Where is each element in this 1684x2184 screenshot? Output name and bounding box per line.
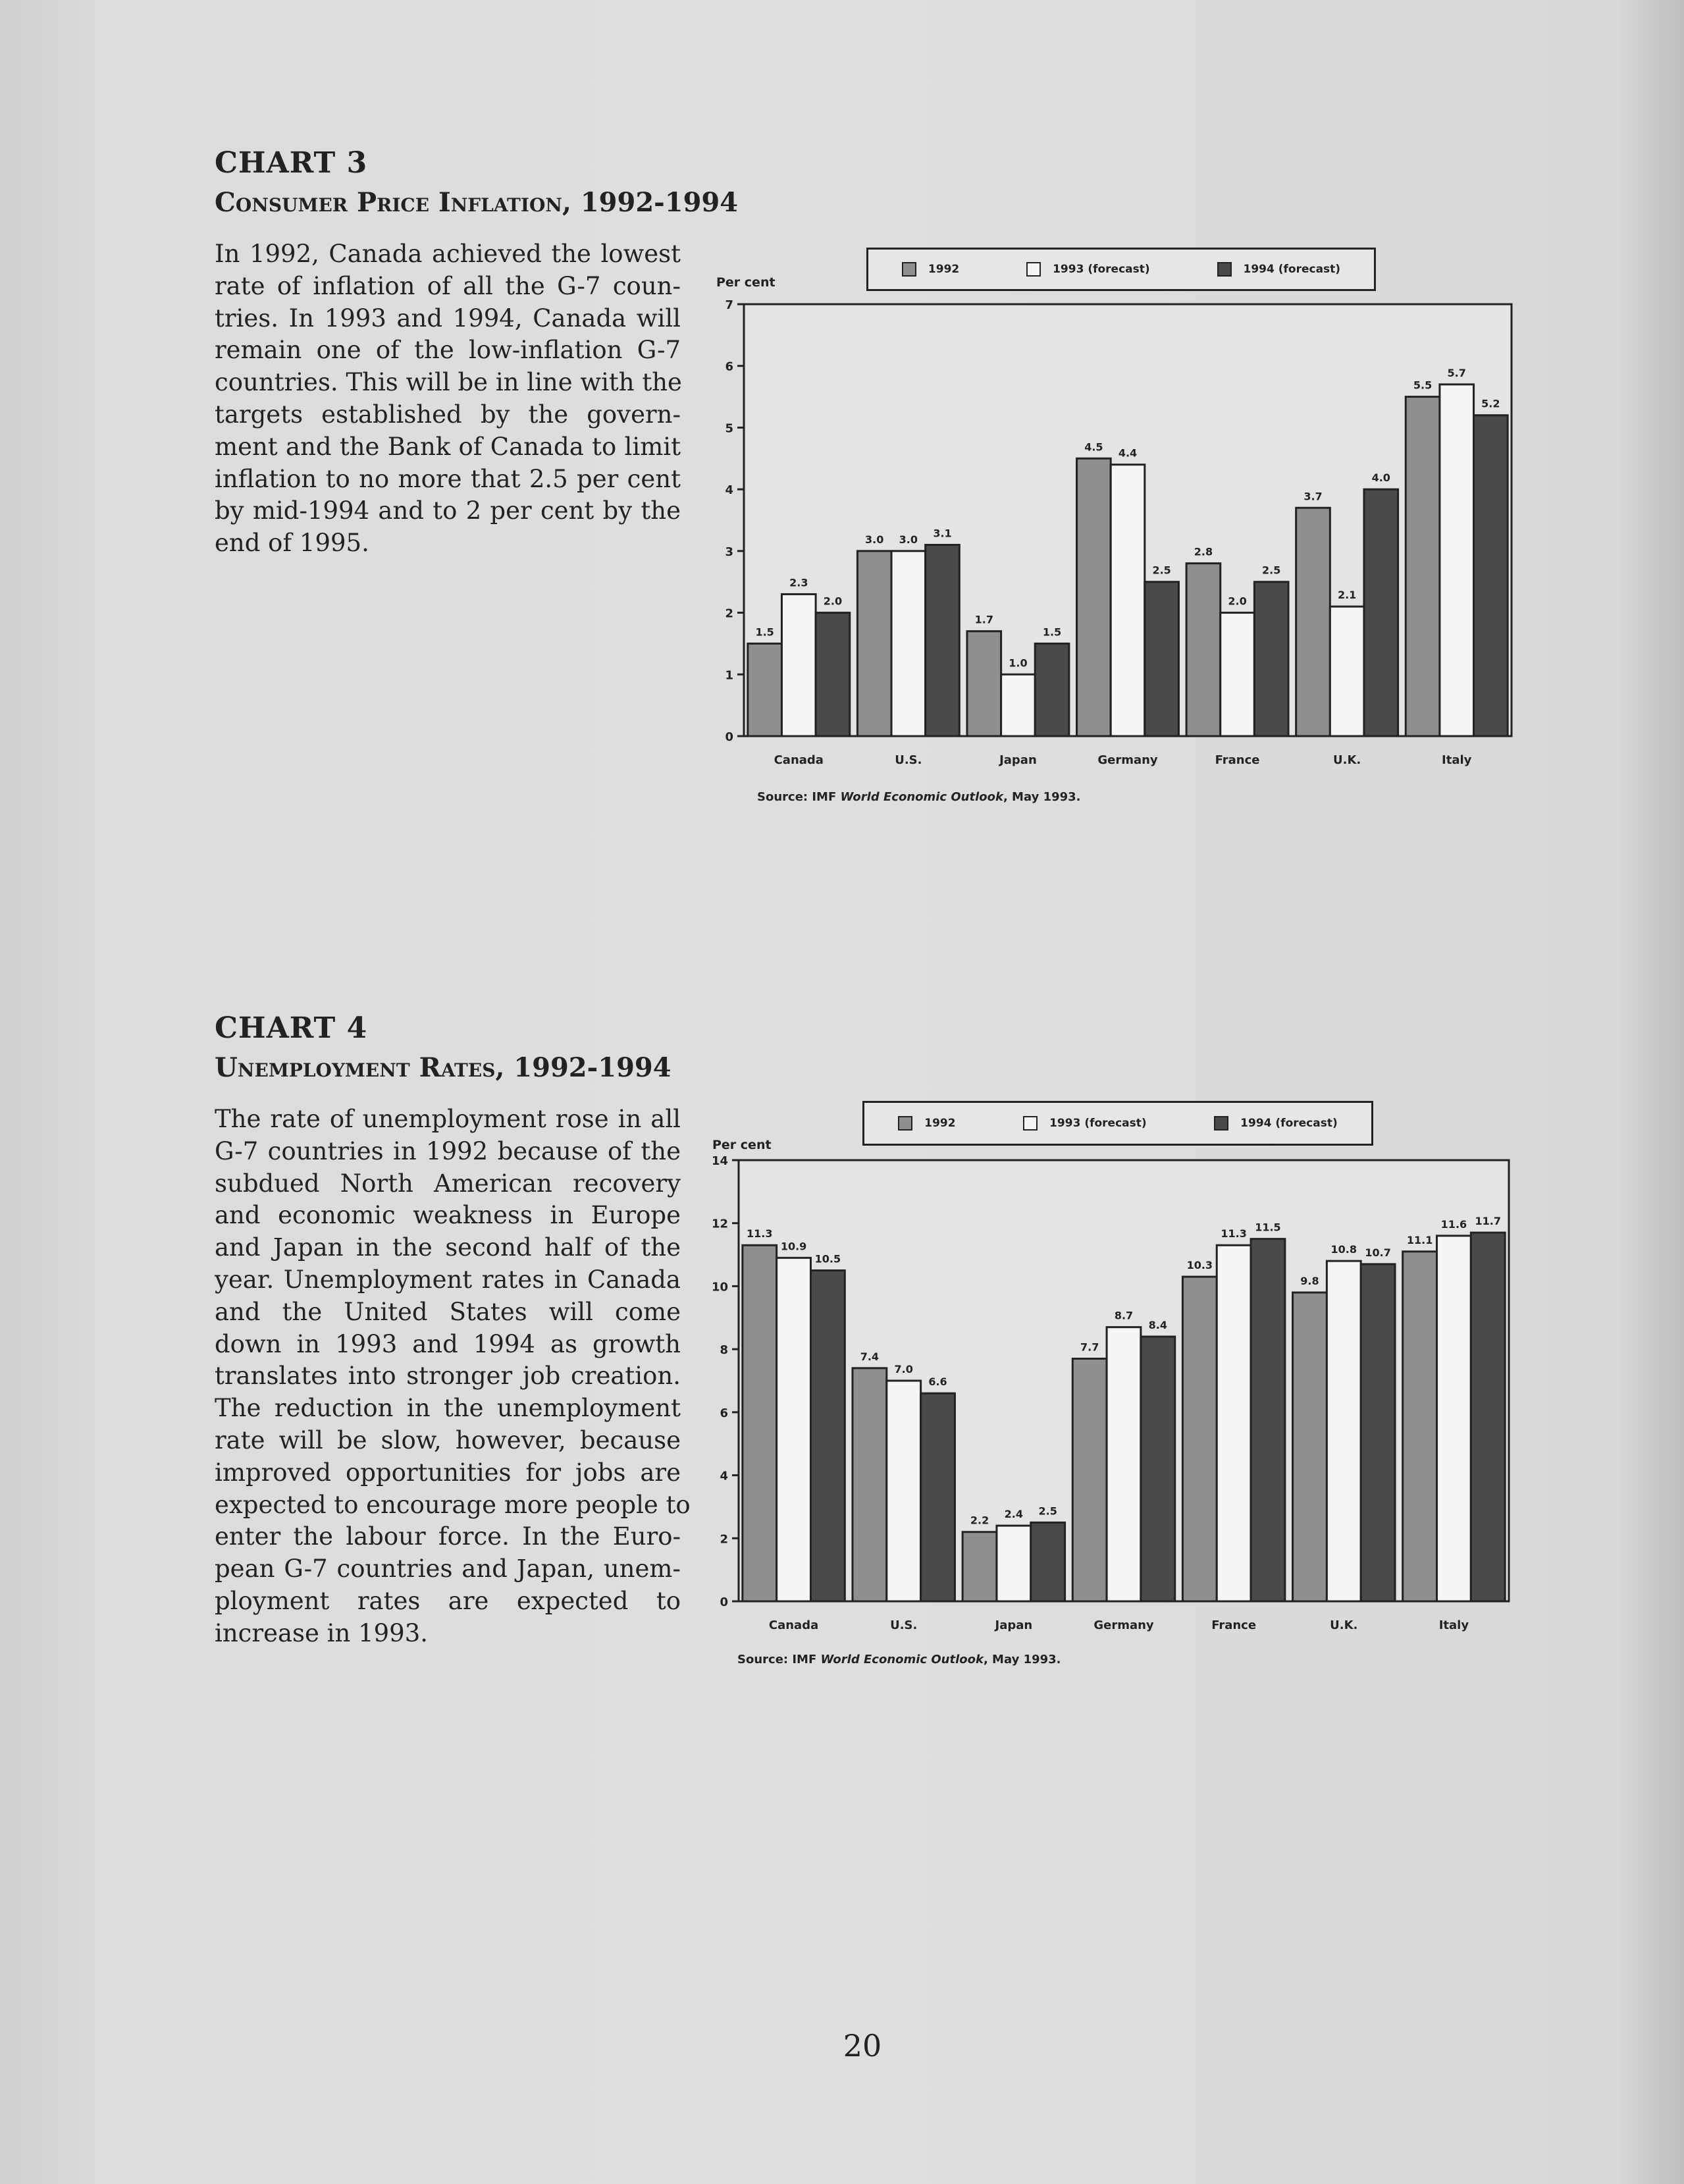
body-line: countries. This will be in line with the bbox=[215, 368, 682, 397]
data-label: 2.5 bbox=[1262, 564, 1281, 577]
category-label: France bbox=[1215, 753, 1260, 767]
y-tick-label: 5 bbox=[725, 421, 733, 436]
data-label: 3.0 bbox=[899, 533, 918, 546]
body-line: by mid-1994 and to 2 per cent by the bbox=[215, 496, 681, 525]
body-line: down in 1993 and 1994 as growth bbox=[215, 1329, 681, 1358]
y-tick-label: 1 bbox=[725, 668, 733, 683]
bar bbox=[1293, 1292, 1327, 1601]
data-label: 3.0 bbox=[865, 533, 884, 546]
bar bbox=[1141, 1337, 1175, 1601]
bar bbox=[1031, 1522, 1065, 1601]
bar bbox=[962, 1532, 997, 1601]
data-label: 11.3 bbox=[1221, 1227, 1247, 1240]
category-label: Germany bbox=[1097, 753, 1158, 767]
category-label: Germany bbox=[1093, 1618, 1154, 1632]
y-tick-label: 0 bbox=[725, 730, 733, 744]
body-line: rate will be slow, however, because bbox=[215, 1425, 681, 1454]
body-line: targets established by the govern- bbox=[215, 400, 681, 429]
y-tick-label: 4 bbox=[720, 1469, 728, 1483]
bar bbox=[1361, 1264, 1395, 1601]
data-label: 2.0 bbox=[823, 595, 843, 608]
y-tick-label: 4 bbox=[725, 483, 733, 498]
y-tick-label: 10 bbox=[711, 1280, 728, 1294]
data-label: 2.5 bbox=[1038, 1505, 1057, 1518]
data-label: 2.5 bbox=[1152, 564, 1171, 577]
category-label: Canada bbox=[774, 753, 824, 767]
data-label: 10.8 bbox=[1330, 1243, 1357, 1256]
data-label: 11.3 bbox=[747, 1227, 773, 1240]
data-label: 2.4 bbox=[1004, 1508, 1024, 1521]
data-label: 8.4 bbox=[1148, 1319, 1167, 1331]
category-label: Italy bbox=[1438, 1618, 1469, 1632]
category-label: Italy bbox=[1442, 753, 1472, 767]
legend-label: 1992 bbox=[924, 1117, 956, 1130]
data-label: 8.7 bbox=[1114, 1309, 1134, 1322]
data-label: 9.8 bbox=[1300, 1275, 1319, 1287]
bar bbox=[1182, 1277, 1217, 1601]
body-line: end of 1995. bbox=[215, 529, 369, 558]
data-label: 10.5 bbox=[814, 1252, 841, 1265]
bar bbox=[777, 1258, 811, 1601]
body-line: remain one of the low-inflation G-7 bbox=[215, 336, 681, 365]
bar bbox=[997, 1526, 1031, 1601]
data-label: 3.7 bbox=[1303, 490, 1323, 503]
category-label: U.K. bbox=[1333, 753, 1361, 767]
body-line: and the United States will come bbox=[215, 1297, 681, 1326]
y-tick-label: 0 bbox=[720, 1595, 728, 1609]
body-line: The reduction in the unemployment bbox=[215, 1394, 681, 1423]
body-line: inflation to no more that 2.5 per cent bbox=[215, 464, 681, 493]
data-label: 10.3 bbox=[1186, 1259, 1213, 1272]
category-label: U.S. bbox=[890, 1618, 918, 1632]
y-tick-label: 8 bbox=[720, 1343, 728, 1358]
chart-4-number: CHART 4 bbox=[215, 1011, 368, 1045]
body-line: rate of inflation of all the G-7 coun- bbox=[215, 271, 681, 300]
data-label: 1.5 bbox=[755, 626, 774, 639]
body-line: G-7 countries in 1992 because of the bbox=[215, 1136, 681, 1165]
bar bbox=[921, 1393, 955, 1601]
bar bbox=[743, 1245, 777, 1601]
data-label: 2.8 bbox=[1194, 545, 1213, 558]
legend-label: 1993 (forecast) bbox=[1049, 1117, 1147, 1130]
body-line: enter the labour force. In the Euro- bbox=[215, 1522, 681, 1551]
data-label: 1.5 bbox=[1042, 626, 1062, 639]
data-label: 11.6 bbox=[1440, 1217, 1467, 1231]
category-label: U.S. bbox=[895, 753, 922, 767]
category-label: Canada bbox=[768, 1618, 819, 1632]
chart-3-number: CHART 3 bbox=[215, 146, 368, 180]
chart-4-source bbox=[737, 1653, 1061, 1666]
body-line: pean G-7 countries and Japan, unem- bbox=[215, 1555, 681, 1584]
data-label: 2.0 bbox=[1228, 595, 1247, 608]
category-label: U.K. bbox=[1330, 1618, 1358, 1632]
data-label: 10.9 bbox=[780, 1240, 807, 1253]
body-line: ployment rates are expected to bbox=[215, 1586, 681, 1615]
bar bbox=[887, 1381, 921, 1601]
bar bbox=[1107, 1327, 1141, 1601]
page-number: 20 bbox=[843, 2028, 882, 2064]
data-label: 1.0 bbox=[1009, 656, 1028, 670]
y-tick-label: 3 bbox=[725, 545, 733, 559]
body-line: increase in 1993. bbox=[215, 1618, 429, 1647]
chart-3-y-axis-label: Per cent bbox=[716, 275, 776, 290]
category-label: Japan bbox=[999, 753, 1037, 767]
data-label: 10.7 bbox=[1365, 1246, 1391, 1259]
body-line: The rate of unemployment rose in all bbox=[215, 1105, 681, 1133]
bar bbox=[1327, 1261, 1361, 1601]
bar bbox=[853, 1368, 887, 1601]
legend-label: 1994 (forecast) bbox=[1243, 263, 1341, 276]
category-label: France bbox=[1211, 1618, 1257, 1632]
bar bbox=[1251, 1239, 1285, 1601]
bar bbox=[1217, 1245, 1251, 1601]
source-title: World Economic Outlook bbox=[820, 1653, 984, 1666]
y-tick-label: 6 bbox=[725, 360, 733, 374]
body-line: translates into stronger job creation. bbox=[215, 1362, 681, 1391]
data-label: 6.6 bbox=[928, 1375, 947, 1389]
data-label: 5.7 bbox=[1447, 366, 1466, 379]
y-tick-label: 2 bbox=[720, 1532, 728, 1547]
data-label: 11.1 bbox=[1406, 1233, 1433, 1246]
source-title: World Economic Outlook bbox=[840, 790, 1003, 804]
body-line: improved opportunities for jobs are bbox=[215, 1458, 681, 1487]
body-line: and economic weakness in Europe bbox=[215, 1201, 681, 1230]
source-prefix: Source: IMF bbox=[757, 790, 841, 804]
chart-4-y-axis-label: Per cent bbox=[712, 1138, 772, 1152]
body-line: subdued North American recovery bbox=[215, 1169, 681, 1198]
y-tick-label: 7 bbox=[725, 298, 733, 312]
data-label: 11.5 bbox=[1255, 1221, 1281, 1234]
y-tick-label: 2 bbox=[725, 606, 733, 621]
data-label: 7.7 bbox=[1080, 1341, 1099, 1354]
chart-4-title: Unemployment Rates, 1992-1994 bbox=[215, 1052, 671, 1083]
data-label: 7.0 bbox=[894, 1363, 913, 1375]
category-label: Japan bbox=[995, 1618, 1033, 1632]
legend-label: 1993 (forecast) bbox=[1053, 263, 1150, 276]
body-line: year. Unemployment rates in Canada bbox=[215, 1265, 681, 1294]
data-label: 4.4 bbox=[1118, 446, 1138, 460]
chart-3-title: Consumer Price Inflation, 1992-1994 bbox=[215, 187, 739, 218]
y-tick-label: 14 bbox=[711, 1154, 728, 1168]
bar bbox=[810, 1271, 845, 1602]
body-line: and Japan in the second half of the bbox=[215, 1233, 681, 1262]
source-prefix: Source: IMF bbox=[737, 1653, 821, 1666]
legend-label: 1992 bbox=[928, 263, 960, 276]
data-label: 2.2 bbox=[970, 1514, 989, 1527]
body-line: In 1992, Canada achieved the lowest bbox=[215, 240, 681, 268]
data-label: 3.1 bbox=[933, 527, 952, 540]
data-label: 2.1 bbox=[1337, 589, 1357, 602]
body-line: ment and the Bank of Canada to limit bbox=[215, 432, 681, 461]
source-suffix: , May 1993. bbox=[1003, 790, 1081, 804]
body-line: expected to encourage more people to bbox=[215, 1490, 691, 1519]
data-label: 5.2 bbox=[1481, 397, 1500, 410]
data-label: 4.0 bbox=[1371, 471, 1390, 485]
bar bbox=[1437, 1236, 1471, 1601]
legend-label: 1994 (forecast) bbox=[1240, 1117, 1338, 1130]
data-label: 7.4 bbox=[860, 1350, 880, 1363]
bar bbox=[1403, 1252, 1437, 1601]
data-label: 11.7 bbox=[1475, 1215, 1501, 1228]
y-tick-label: 12 bbox=[711, 1217, 728, 1231]
data-label: 2.3 bbox=[789, 576, 808, 589]
body-line: tries. In 1993 and 1994, Canada will bbox=[215, 304, 681, 333]
data-label: 5.5 bbox=[1413, 379, 1433, 392]
bar bbox=[1072, 1359, 1107, 1602]
data-label: 4.5 bbox=[1084, 440, 1103, 454]
y-tick-label: 6 bbox=[720, 1406, 728, 1420]
data-label: 1.7 bbox=[974, 613, 993, 626]
source-suffix: , May 1993. bbox=[983, 1653, 1061, 1666]
bar bbox=[1471, 1233, 1505, 1601]
